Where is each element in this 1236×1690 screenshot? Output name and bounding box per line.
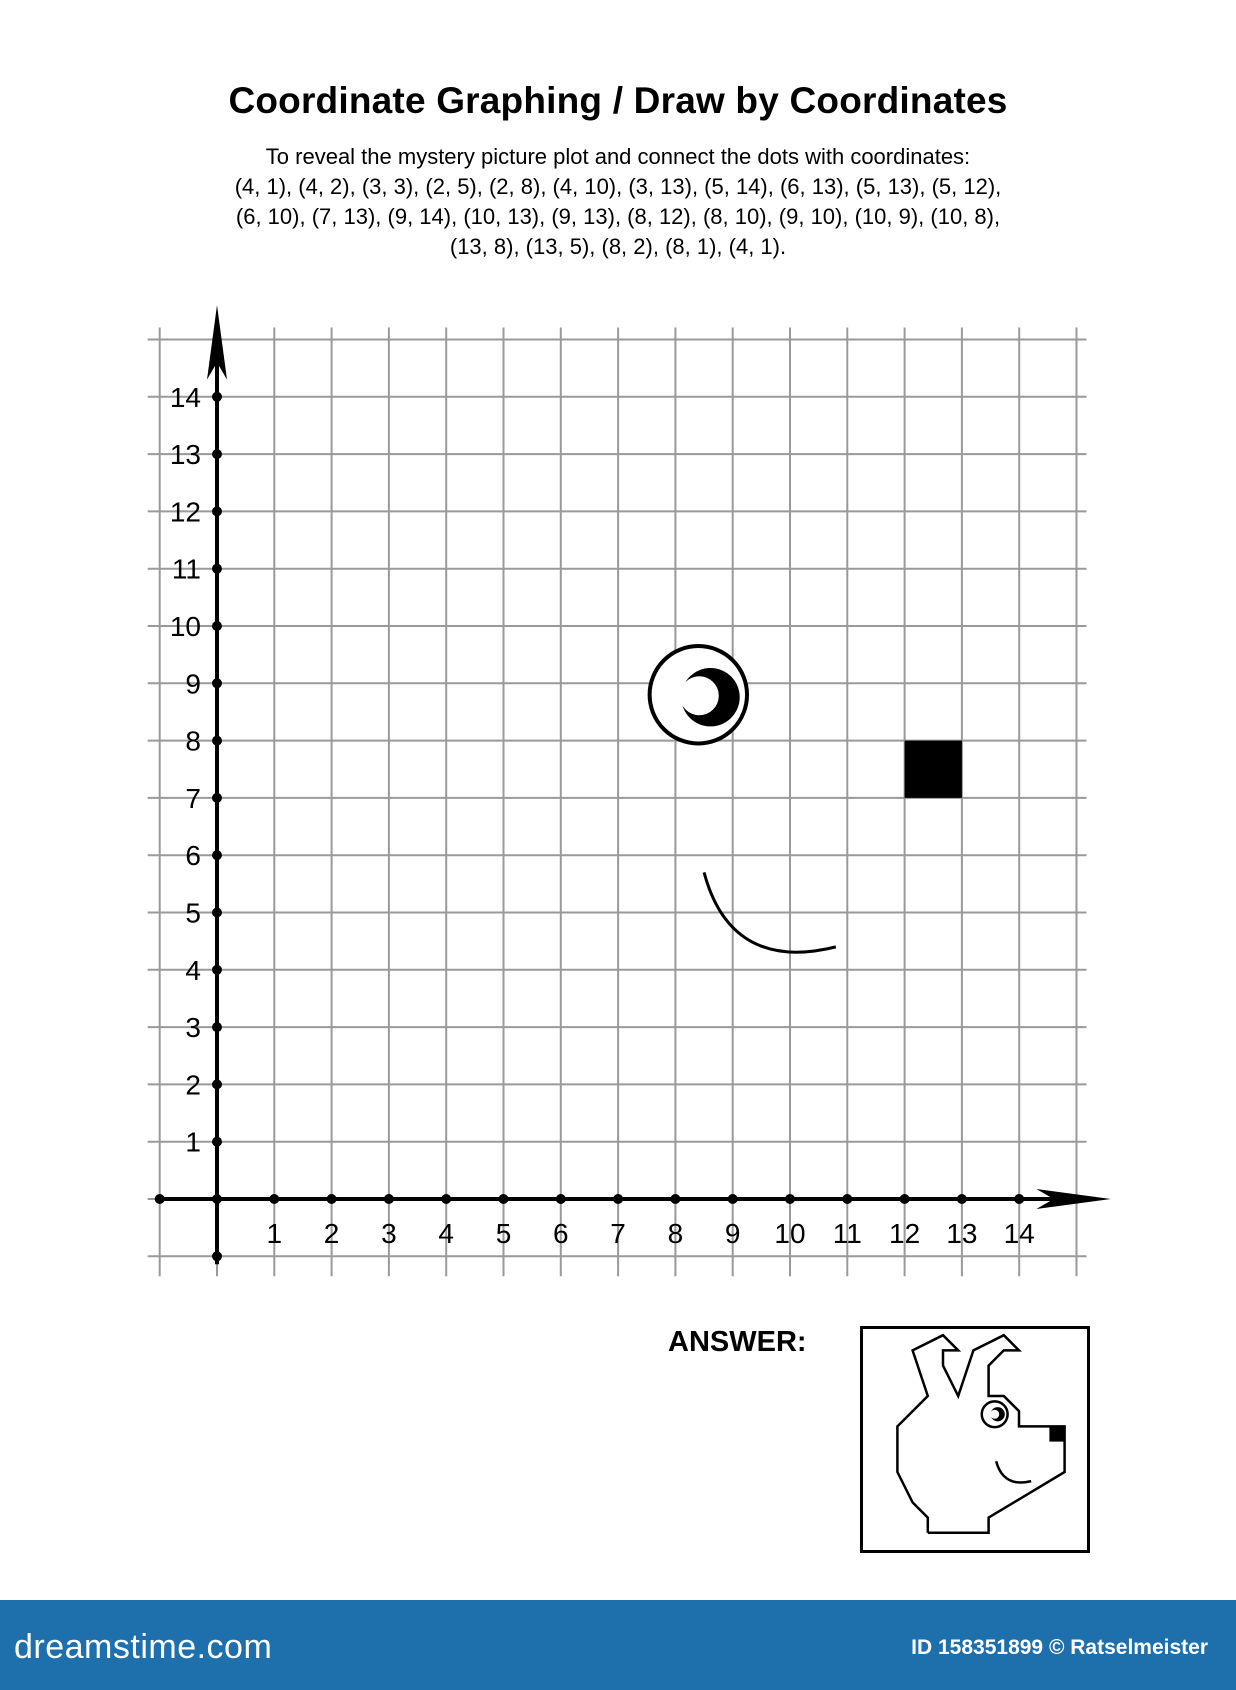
instruction-line: (6, 10), (7, 13), (9, 14), (10, 13), (9, 13), (8, 12), (8, 10), (9, 10), (10, 9), (10, 8), bbox=[235, 204, 1001, 229]
axes bbox=[155, 305, 1111, 1264]
y-tick-label: 10 bbox=[169, 611, 201, 642]
y-tick-label: 5 bbox=[185, 897, 201, 929]
x-tick-label: 1 bbox=[266, 1218, 283, 1249]
answer-box bbox=[860, 1326, 1090, 1553]
y-tick-dot bbox=[212, 736, 222, 746]
x-tick-dot bbox=[1014, 1194, 1024, 1204]
mystery-picture-parts bbox=[650, 646, 962, 952]
x-tick-dot bbox=[499, 1194, 509, 1204]
x-tick-dot bbox=[842, 1194, 852, 1204]
x-tick-label: 7 bbox=[610, 1218, 626, 1249]
axis-dot bbox=[212, 1251, 222, 1261]
x-tick-dot bbox=[327, 1194, 337, 1204]
page-title: Coordinate Graphing / Draw by Coordinates bbox=[228, 80, 1008, 121]
instruction-line: To reveal the mystery picture plot and connect the dots with coordinates: bbox=[265, 144, 971, 169]
y-tick-label: 12 bbox=[169, 496, 201, 528]
y-tick-label: 9 bbox=[185, 668, 201, 700]
x-tick-label: 4 bbox=[438, 1218, 454, 1249]
y-tick-label: 11 bbox=[171, 553, 201, 585]
nose-square bbox=[905, 741, 962, 798]
x-tick-label: 11 bbox=[832, 1218, 862, 1249]
x-tick-label: 2 bbox=[323, 1218, 340, 1249]
y-tick-label: 6 bbox=[185, 840, 201, 872]
x-tick-label: 9 bbox=[724, 1218, 741, 1249]
y-tick-dot bbox=[212, 506, 222, 516]
y-tick-dot bbox=[212, 1022, 222, 1032]
x-tick-label: 10 bbox=[774, 1218, 806, 1249]
y-tick-dot bbox=[212, 449, 222, 459]
x-tick-dot bbox=[441, 1194, 451, 1204]
x-tick-dot bbox=[785, 1194, 795, 1204]
y-tick-dot bbox=[212, 793, 222, 803]
eye-highlight bbox=[680, 676, 719, 715]
x-tick-label: 13 bbox=[946, 1218, 978, 1249]
answer-label: ANSWER: bbox=[668, 1326, 807, 1358]
x-tick-dot bbox=[670, 1194, 680, 1204]
y-tick-label: 2 bbox=[185, 1069, 201, 1101]
x-tick-label: 6 bbox=[553, 1218, 569, 1249]
instruction-line: (13, 8), (13, 5), (8, 2), (8, 1), (4, 1). bbox=[449, 234, 787, 259]
y-tick-label: 8 bbox=[185, 725, 201, 757]
y-tick-dot bbox=[212, 564, 222, 574]
y-tick-dot bbox=[212, 678, 222, 688]
y-tick-dot bbox=[212, 908, 222, 918]
footer-brand[interactable]: dreamstime.com bbox=[14, 1628, 273, 1666]
axis-dot bbox=[212, 1194, 222, 1204]
x-tick-label: 14 bbox=[1003, 1218, 1035, 1249]
y-tick-dot bbox=[212, 1079, 222, 1089]
x-tick-dot bbox=[556, 1194, 566, 1204]
x-tick-label: 8 bbox=[667, 1218, 684, 1249]
footer-image-id: ID 158351899 © Ratselmeister bbox=[911, 1636, 1208, 1659]
x-tick-dot bbox=[900, 1194, 910, 1204]
instruction-line: (4, 1), (4, 2), (3, 3), (2, 5), (2, 8), (4, 10), (3, 13), (5, 14), (6, 13), (5, 13), (5, 12), bbox=[234, 174, 1002, 199]
y-tick-dot bbox=[212, 850, 222, 860]
x-tick-dot bbox=[613, 1194, 623, 1204]
x-tick-label: 12 bbox=[889, 1218, 921, 1249]
x-tick-label: 5 bbox=[495, 1218, 512, 1249]
axis-dot bbox=[155, 1194, 165, 1204]
y-tick-label: 4 bbox=[185, 954, 201, 986]
x-tick-dot bbox=[957, 1194, 967, 1204]
x-tick-dot bbox=[728, 1194, 738, 1204]
y-tick-dot bbox=[212, 965, 222, 975]
y-tick-label: 3 bbox=[185, 1012, 201, 1044]
y-tick-label: 7 bbox=[185, 782, 201, 814]
grid-lines bbox=[148, 328, 1087, 1277]
y-tick-dot bbox=[212, 392, 222, 402]
y-tick-dot bbox=[212, 1137, 222, 1147]
y-tick-label: 13 bbox=[169, 439, 201, 471]
y-tick-label: 14 bbox=[169, 381, 201, 413]
footer-bar bbox=[0, 1600, 1236, 1690]
y-tick-dot bbox=[212, 621, 222, 631]
x-tick-dot bbox=[269, 1194, 279, 1204]
x-tick-label: 3 bbox=[381, 1218, 397, 1249]
y-tick-label: 1 bbox=[185, 1126, 201, 1158]
x-tick-dot bbox=[384, 1194, 394, 1204]
